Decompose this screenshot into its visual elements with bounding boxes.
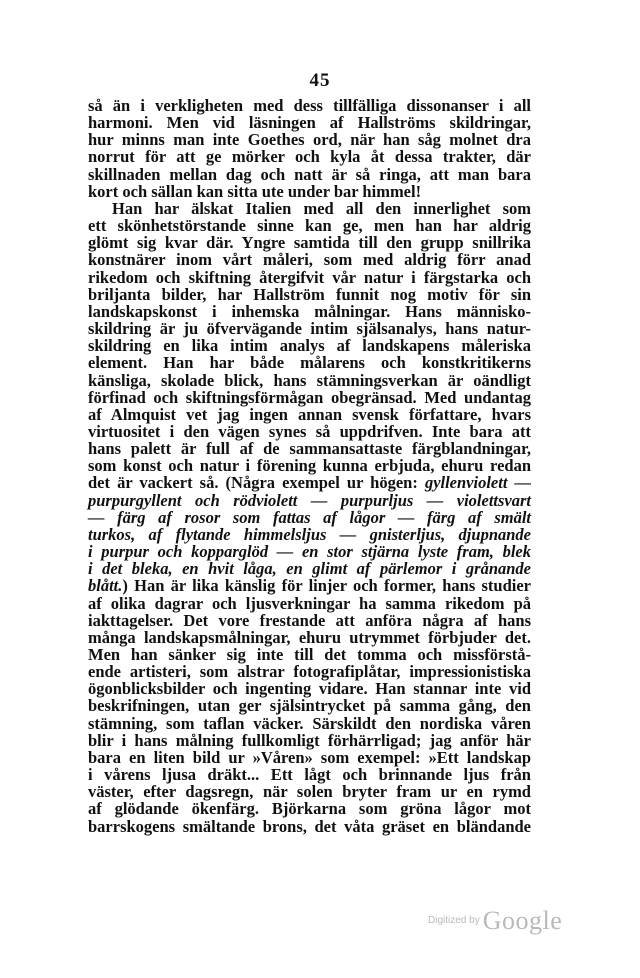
text-line: glömt sig kvar där. Yngre samtida till den grupp snillrika xyxy=(88,233,531,253)
text-line: ögonblicksbilder och ingenting vidare. Han stannar inte vid xyxy=(88,679,531,699)
text-line: så än i verkligheten med dess tillfälliga dissonanser i all xyxy=(88,96,531,115)
text-line: skillnaden mellan dag och natt är så ringa, att man bara xyxy=(88,164,531,184)
text-line: barrskogens smältande brons, det våta gräset en bländande xyxy=(88,816,531,836)
text-line: harmoni. Men vid läsningen af Hallströms skildringar, xyxy=(88,113,531,133)
text-line: briljanta bilder, har Hallström funnit nog motiv för sin xyxy=(88,284,531,304)
text-line: norrut för att ge mörker och kyla åt dessa trakter, där xyxy=(88,147,531,167)
text-line: af Almquist vet jag ingen annan svensk författare, hvars xyxy=(88,404,531,424)
text-line xyxy=(88,577,531,594)
text-line: skildring är ju öfvervägande intim själsanalys, hans natur- xyxy=(88,319,531,339)
text-line: hans palett är full af de sammansattaste färgblandningar, xyxy=(88,439,531,459)
italic-line: turkos, af flytande himmelsljus — gnisterljus, djupnande xyxy=(88,524,531,544)
text-line: af olika dagrar och ljusverkningar ha samma rikedom på xyxy=(88,593,531,613)
text-line: beskrifningen, utan ger själsintrycket på samma gång, den xyxy=(88,696,531,716)
text-line: kort och sällan kan sitta ute under bar himmel! xyxy=(88,181,422,201)
text-line: af glödande ökenfärg. Björkarna som gröna lågor mot xyxy=(88,799,531,819)
text-line: Men han sänker sig inte till det tomma och missförstå- xyxy=(88,645,531,664)
digitized-watermark xyxy=(428,906,562,936)
italic-line: i det bleka, en hvit låga, en glimt af pärlemor i grånande xyxy=(88,559,531,579)
text-line: förfinad och skiftningsförmågan obegränsad. Med undantag xyxy=(88,387,531,407)
text-line: många landskapsmålningar, ehuru utrymmet förbjuder det. xyxy=(88,627,531,647)
text-line xyxy=(88,474,531,491)
text-line: som konst och natur i förening kunna erbjuda, ehuru redan xyxy=(88,456,531,476)
text-segment: det är vackert så. (Några exempel ur högen: xyxy=(88,473,425,493)
italic-line: — färg af rosor som fattas af lågor — färg af smält xyxy=(88,507,531,527)
page-number: 45 xyxy=(309,70,331,91)
italic-line: i purpur och kopparglöd — en stor stjärna lyste fram, blek xyxy=(88,542,531,562)
text-line: iakttagelser. Det vore frestande att anföra några af hans xyxy=(88,610,531,630)
text-line: hur minns man inte Goethes ord, när han såg molnet dra xyxy=(88,130,531,150)
italic-line: purpurgyllent och rödviolett — purpurljus — violettsvart xyxy=(88,490,531,510)
text-line: ett skönhetstörstande sinne kan ge, men han har aldrig xyxy=(88,216,531,236)
text-line: väster, efter dagsregn, när solen bryter fram ur en rymd xyxy=(88,782,531,802)
text-line: virtuositet i den vägen synes så uppdrifven. Inte bara att xyxy=(88,421,531,441)
italic-segment: blått. xyxy=(88,576,123,596)
google-logo: Google xyxy=(482,906,563,935)
text-line: ende artisteri, som alstrar fotografiplåtar, impressionistiska xyxy=(88,662,531,682)
text-line: bara en liten bild ur »Våren» som exempel: »Ett landskap xyxy=(88,747,531,767)
text-line: känsliga, skolade blick, hans stämningsverkan är oändligt xyxy=(88,370,531,390)
text-line: konstnärer inom vårt måleri, som med aldrig förr anad xyxy=(88,250,531,270)
italic-segment: gyllenviolett — xyxy=(424,473,531,493)
body-text xyxy=(88,97,531,835)
text-line: i vårens ljusa dräkt... Ett lågt och brinnande ljus från xyxy=(88,765,531,785)
text-line: blir i hans målning fullkomligt förhärrligad; jag anför här xyxy=(88,730,531,750)
text-line: rikedom och skiftning återgifvit vår natur i färgstarka och xyxy=(88,267,531,287)
text-line: Han har älskat Italien med all den innerlighet som xyxy=(112,198,531,218)
text-line: element. Han har både målarens och konstkritikerns xyxy=(88,353,531,373)
text-segment: ) Han är lika känslig för linjer och former, hans studier xyxy=(122,576,531,596)
text-line: skildring en lika intim analys af landskapens måleriska xyxy=(88,336,531,356)
text-line: stämning, som taflan väcker. Särskildt den nordiska våren xyxy=(88,713,531,733)
watermark-prefix: Digitized by xyxy=(428,915,480,926)
text-line: landskapskonst i inhemska målningar. Hans människo- xyxy=(88,301,531,321)
